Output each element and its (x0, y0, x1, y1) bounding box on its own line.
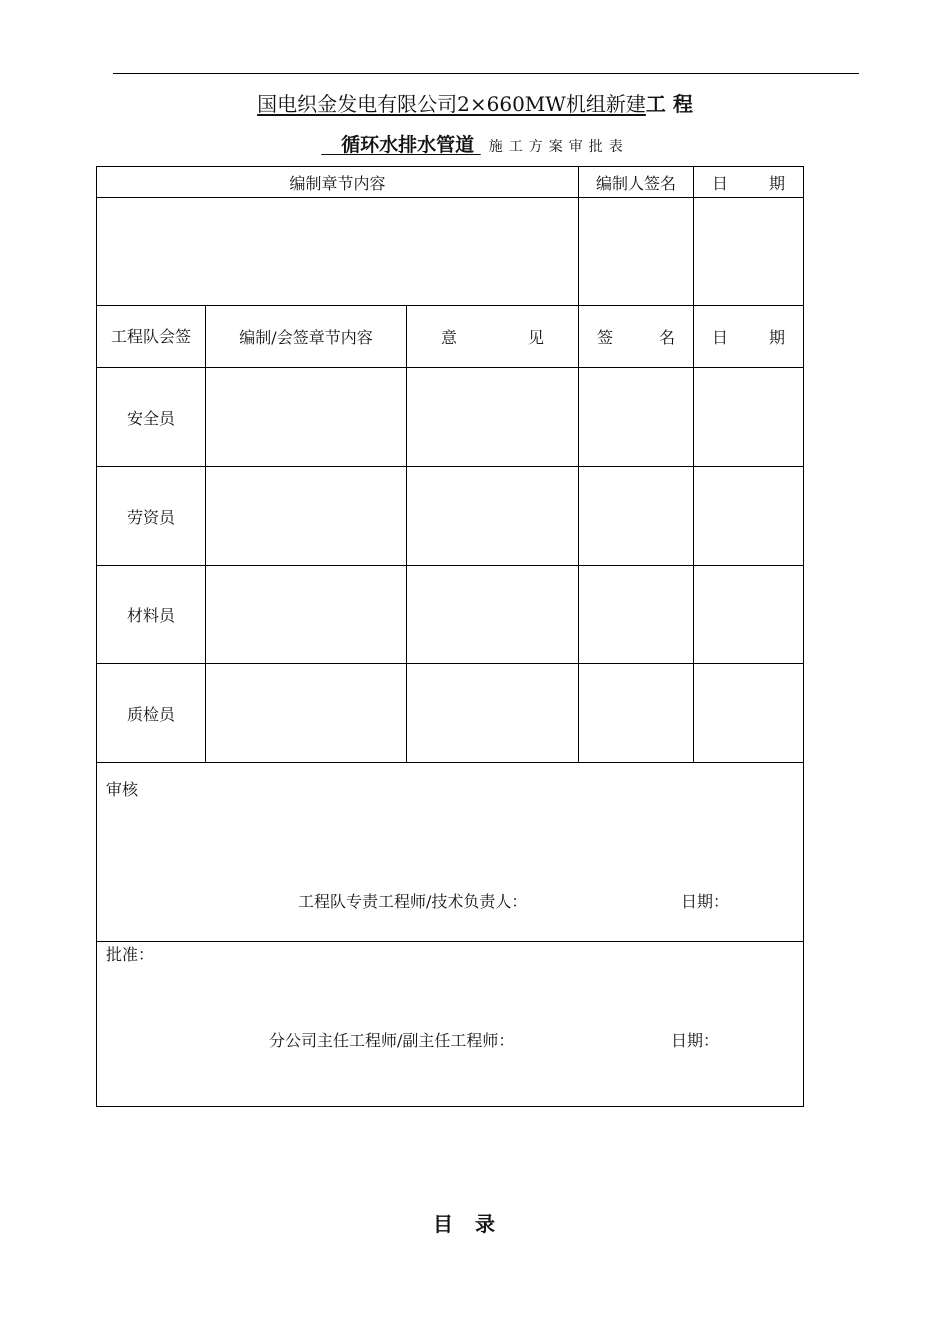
role-content-cell[interactable] (206, 566, 407, 664)
approve-row (97, 942, 804, 1107)
role-row (97, 467, 804, 566)
chapter-content-cell[interactable] (97, 198, 579, 306)
approve-signer-label: 分公司主任工程师/副主任工程师： (269, 1031, 515, 1050)
role-date-cell[interactable] (694, 664, 804, 763)
role-opinion-cell[interactable] (407, 664, 579, 763)
review-date-label: 日期： (681, 892, 730, 911)
review-block[interactable] (97, 763, 804, 942)
role-content-cell[interactable] (206, 664, 407, 763)
role-sign-cell[interactable] (579, 664, 694, 763)
role-opinion-cell[interactable] (407, 566, 579, 664)
role-sign-cell[interactable] (579, 368, 694, 467)
compiler-sign-header: 编制人签名 (579, 167, 694, 198)
role-row (97, 664, 804, 763)
header-row-compile (97, 167, 804, 198)
role-content-cell[interactable] (206, 467, 407, 566)
role-label: 安全员 (97, 368, 206, 467)
title-company: 国电织金发电有限公司2×660MW机组新建 (257, 92, 646, 116)
role-label: 劳资员 (97, 467, 206, 566)
role-label: 质检员 (97, 664, 206, 763)
role-date-cell[interactable] (694, 566, 804, 664)
approve-block[interactable] (97, 942, 804, 1107)
role-opinion-cell[interactable] (407, 368, 579, 467)
top-rule (113, 73, 859, 74)
approval-table (96, 166, 804, 1107)
form-name: 施工方案审批表 (488, 139, 629, 155)
role-opinion-cell[interactable] (407, 467, 579, 566)
date-header: 日 期 (694, 167, 804, 198)
signoff-date-header: 日 期 (694, 306, 804, 368)
role-date-cell[interactable] (694, 467, 804, 566)
title-suffix: 工 程 (645, 92, 693, 116)
compile-entry-row (97, 198, 804, 306)
document-title (0, 88, 950, 117)
compiler-sign-cell[interactable] (579, 198, 694, 306)
role-sign-cell[interactable] (579, 566, 694, 664)
approve-label: 批准： (106, 945, 155, 964)
chapter-content-header: 编制章节内容 (97, 167, 579, 198)
document-subtitle (0, 130, 950, 157)
signoff-content-header: 编制/会签章节内容 (206, 306, 407, 368)
review-row (97, 763, 804, 942)
sign-header: 签 名 (579, 306, 694, 368)
approve-date-label: 日期： (671, 1031, 720, 1050)
opinion-header: 意 见 (407, 306, 579, 368)
role-content-cell[interactable] (206, 368, 407, 467)
compile-date-cell[interactable] (694, 198, 804, 306)
toc-heading: 目录 (433, 1212, 517, 1236)
role-label: 材料员 (97, 566, 206, 664)
review-label: 审核 (106, 780, 139, 799)
role-sign-cell[interactable] (579, 467, 694, 566)
header-row-signoff (97, 306, 804, 368)
review-signer-label: 工程队专责工程师/技术负责人： (298, 892, 528, 911)
project-name: 循环水排水管道 (321, 134, 481, 156)
role-date-cell[interactable] (694, 368, 804, 467)
role-row (97, 368, 804, 467)
team-signoff-header: 工程队会签 (97, 306, 206, 368)
role-row (97, 566, 804, 664)
